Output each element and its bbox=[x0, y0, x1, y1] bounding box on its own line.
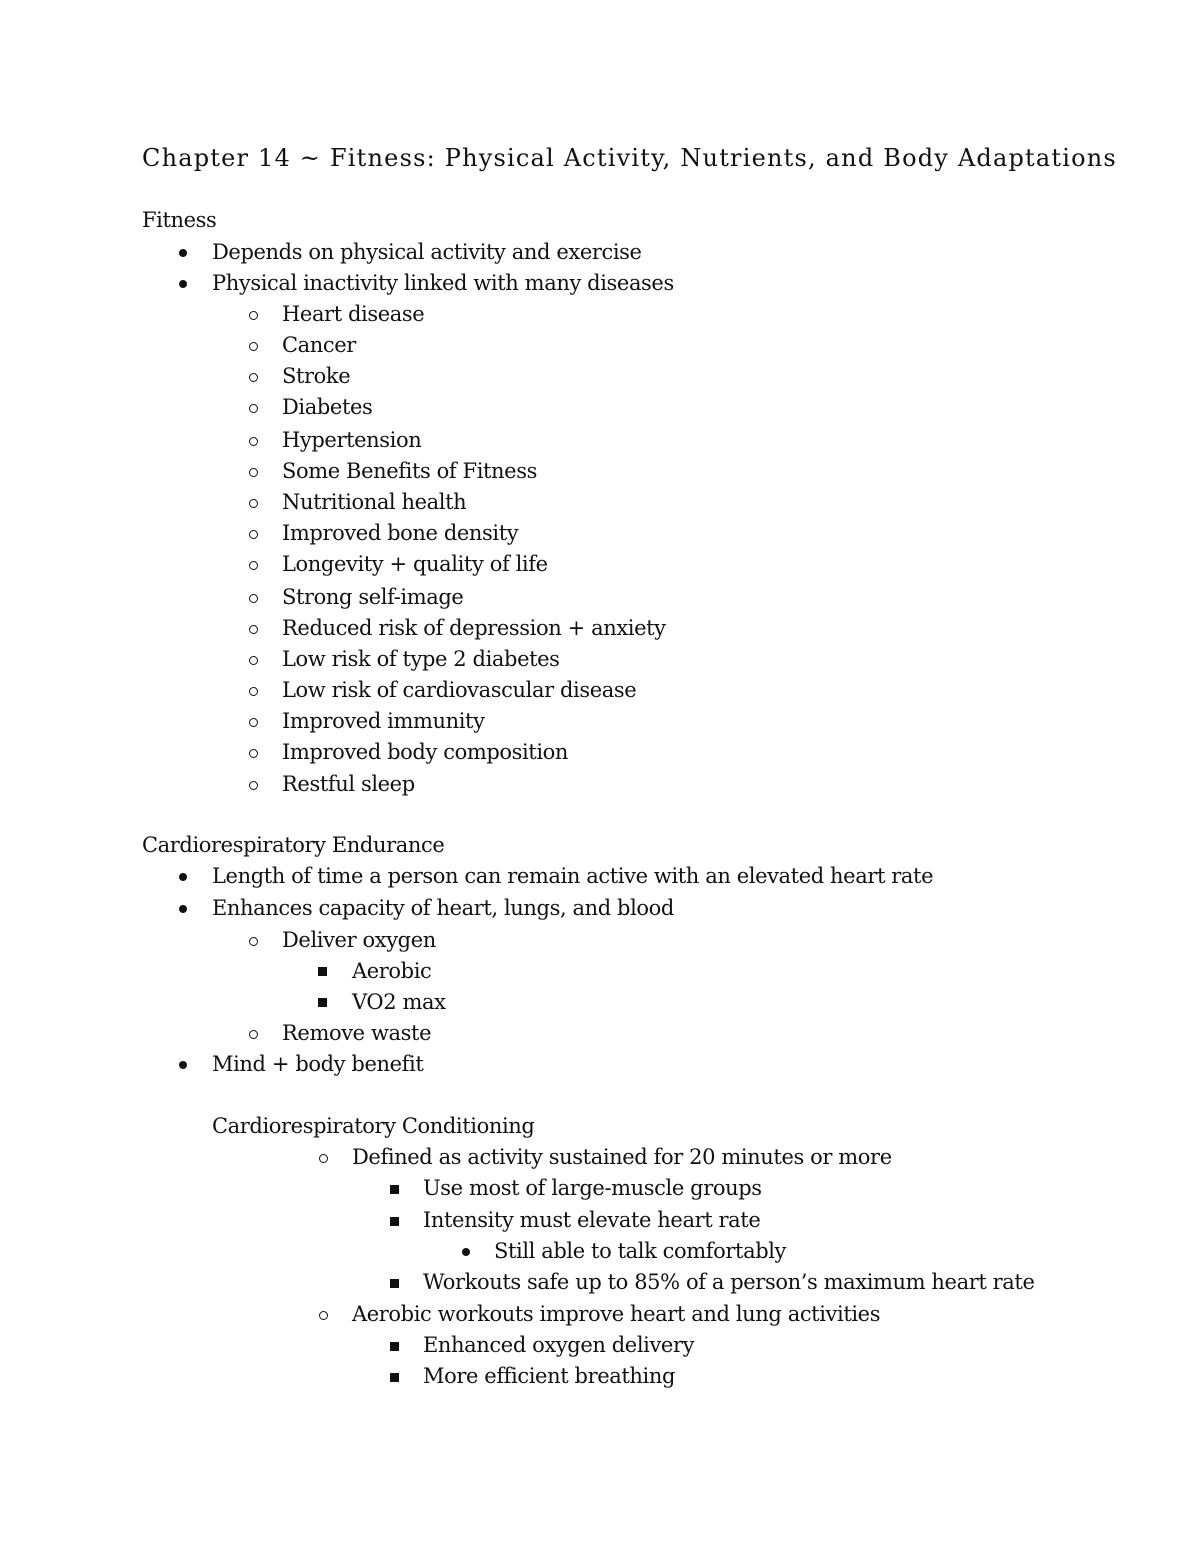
list-item: Some Benefits of Fitness bbox=[282, 459, 537, 483]
circle-bullet bbox=[249, 561, 258, 570]
square-bullet bbox=[390, 1279, 399, 1288]
list-item: Physical inactivity linked with many diseases bbox=[212, 271, 674, 295]
list-item: Stroke bbox=[282, 364, 351, 388]
list-item: VO2 max bbox=[352, 990, 446, 1014]
list-item: Still able to talk comfortably bbox=[494, 1239, 787, 1263]
disc-bullet bbox=[179, 873, 187, 881]
section-heading-fitness: Fitness bbox=[142, 208, 217, 232]
list-item: Nutritional health bbox=[282, 490, 467, 514]
square-bullet bbox=[390, 1185, 399, 1194]
list-item: Use most of large-muscle groups bbox=[423, 1176, 762, 1200]
list-item: Aerobic bbox=[352, 959, 432, 983]
list-item: Low risk of cardiovascular disease bbox=[282, 678, 637, 702]
square-bullet bbox=[390, 1373, 399, 1382]
list-item: Heart disease bbox=[282, 302, 425, 326]
circle-bullet bbox=[249, 342, 258, 351]
square-bullet bbox=[318, 998, 327, 1007]
list-item: Defined as activity sustained for 20 minutes or more bbox=[352, 1145, 892, 1169]
circle-bullet bbox=[249, 499, 258, 508]
circle-bullet bbox=[249, 1030, 258, 1039]
disc-bullet bbox=[462, 1248, 470, 1256]
list-item: Low risk of type 2 diabetes bbox=[282, 647, 560, 671]
list-item: Longevity + quality of life bbox=[282, 552, 548, 576]
circle-bullet bbox=[249, 781, 258, 790]
disc-bullet bbox=[179, 249, 187, 257]
list-item: Improved body composition bbox=[282, 740, 569, 764]
list-item: Aerobic workouts improve heart and lung activities bbox=[352, 1302, 881, 1326]
section-heading-cardio-endurance: Cardiorespiratory Endurance bbox=[142, 833, 445, 857]
disc-bullet bbox=[179, 1061, 187, 1069]
section-heading-cardio-conditioning: Cardiorespiratory Conditioning bbox=[212, 1114, 535, 1138]
square-bullet bbox=[390, 1342, 399, 1351]
circle-bullet bbox=[319, 1311, 328, 1320]
list-item: Intensity must elevate heart rate bbox=[423, 1208, 761, 1232]
square-bullet bbox=[390, 1217, 399, 1226]
circle-bullet bbox=[249, 594, 258, 603]
list-item: More efficient breathing bbox=[423, 1364, 675, 1388]
list-item: Remove waste bbox=[282, 1021, 432, 1045]
disc-bullet bbox=[179, 905, 187, 913]
circle-bullet bbox=[249, 437, 258, 446]
square-bullet bbox=[318, 967, 327, 976]
circle-bullet bbox=[249, 687, 258, 696]
circle-bullet bbox=[249, 718, 258, 727]
list-item: Diabetes bbox=[282, 395, 373, 419]
circle-bullet bbox=[249, 749, 258, 758]
circle-bullet bbox=[249, 404, 258, 413]
circle-bullet bbox=[249, 625, 258, 634]
circle-bullet bbox=[249, 530, 258, 539]
list-item: Depends on physical activity and exercise bbox=[212, 240, 642, 264]
page-title: Chapter 14 ~ Fitness: Physical Activity, Nutrients, and Body Adaptations bbox=[142, 144, 1117, 172]
list-item: Strong self-image bbox=[282, 585, 464, 609]
circle-bullet bbox=[249, 311, 258, 320]
list-item: Cancer bbox=[282, 333, 356, 357]
circle-bullet bbox=[249, 656, 258, 665]
list-item: Workouts safe up to 85% of a person’s maximum heart rate bbox=[423, 1270, 1035, 1294]
list-item: Enhanced oxygen delivery bbox=[423, 1333, 695, 1357]
circle-bullet bbox=[249, 468, 258, 477]
list-item: Restful sleep bbox=[282, 772, 415, 796]
circle-bullet bbox=[249, 937, 258, 946]
list-item: Enhances capacity of heart, lungs, and blood bbox=[212, 896, 674, 920]
circle-bullet bbox=[249, 373, 258, 382]
disc-bullet bbox=[179, 280, 187, 288]
list-item: Improved bone density bbox=[282, 521, 519, 545]
list-item: Length of time a person can remain active with an elevated heart rate bbox=[212, 864, 934, 888]
list-item: Reduced risk of depression + anxiety bbox=[282, 616, 666, 640]
list-item: Mind + body benefit bbox=[212, 1052, 424, 1076]
list-item: Hypertension bbox=[282, 428, 422, 452]
list-item: Improved immunity bbox=[282, 709, 485, 733]
circle-bullet bbox=[319, 1154, 328, 1163]
list-item: Deliver oxygen bbox=[282, 928, 436, 952]
